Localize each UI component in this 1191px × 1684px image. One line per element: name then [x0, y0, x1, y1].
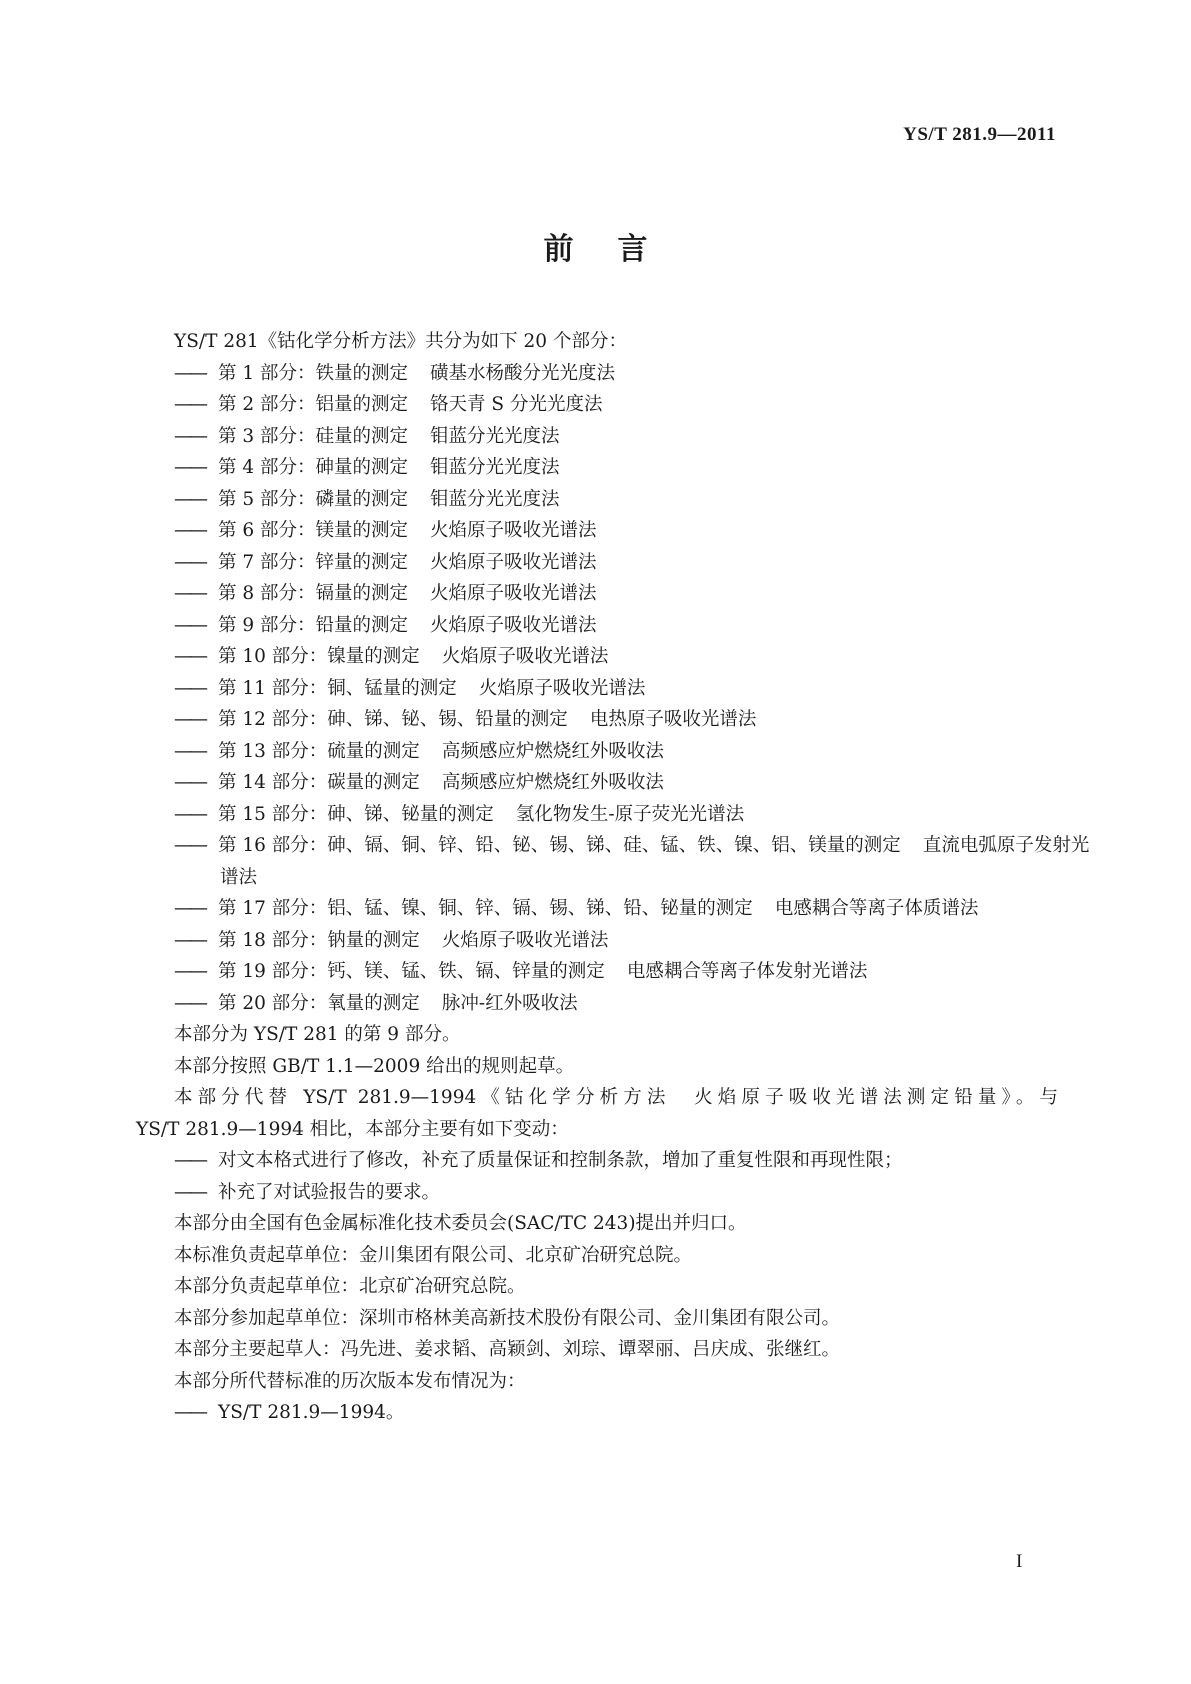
part-item [136, 704, 1058, 736]
part-item [136, 389, 1058, 421]
dash-mark: —— [174, 992, 205, 1014]
part-item [136, 925, 1058, 957]
part-method: 钼蓝分光光度法 [430, 457, 560, 478]
dash-mark: —— [174, 898, 205, 919]
part-item [136, 421, 1058, 453]
participants-paragraph: 本部分参加起草单位：深圳市格林美高新技术股份有限公司、金川集团有限公司。 [174, 1307, 841, 1329]
part-item [136, 547, 1058, 579]
part-method: 高频感应炉燃烧红外吸收法 [441, 772, 664, 793]
part-item [136, 515, 1058, 547]
dash-mark: —— [174, 425, 205, 447]
standard-number: YS/T 281.9—2011 [903, 124, 1056, 145]
part-method: 火焰原子吸收光谱法 [430, 520, 597, 541]
part-item [136, 767, 1058, 799]
part-method: 火焰原子吸收光谱法 [430, 583, 597, 604]
rules-paragraph: 本部分按照 GB/T 1.1—2009 给出的规则起草。 [174, 1055, 575, 1077]
part-label: 第 11 部分：铜、锰量的测定 [218, 677, 457, 699]
dash-mark: —— [174, 520, 205, 541]
dash-mark: —— [174, 677, 205, 699]
dash-mark: —— [174, 961, 205, 982]
foreword-body [136, 326, 1090, 1429]
part-label: 第 10 部分：镍量的测定 [218, 646, 420, 667]
dash-mark: —— [174, 1181, 205, 1203]
dash-mark: —— [174, 772, 205, 793]
part-method: 氢化物发生-原子荧光光谱法 [515, 803, 745, 825]
part-item [136, 358, 1058, 390]
part-method: 铬天青 S 分光光度法 [430, 394, 603, 415]
part-item [136, 956, 1058, 988]
part-method: 电感耦合等离子体发射光谱法 [626, 961, 868, 982]
dash-mark: —— [174, 740, 205, 762]
part-method: 脉冲-红外吸收法 [441, 992, 578, 1014]
dash-mark: —— [174, 803, 205, 825]
dash-mark: —— [174, 614, 205, 636]
part-method: 火焰原子吸收光谱法 [478, 677, 646, 699]
change-item [136, 1177, 1058, 1209]
part-item [136, 736, 1058, 768]
part-method: 火焰原子吸收光谱法 [430, 614, 597, 636]
dash-mark: —— [174, 835, 205, 856]
page-number: I [1016, 1551, 1023, 1572]
history-item [136, 1397, 1058, 1429]
part-method: 钼蓝分光光度法 [430, 425, 560, 447]
part-item [136, 610, 1058, 642]
dash-mark: —— [174, 362, 205, 384]
part-drafter-paragraph: 本部分负责起草单位：北京矿冶研究总院。 [174, 1276, 526, 1297]
intro-paragraph: YS/T 281《钴化学分析方法》共分为如下 20 个部分： [174, 331, 627, 352]
part-label: 第 19 部分：钙、镁、锰、铁、镉、锌量的测定 [218, 961, 605, 982]
part-item [136, 799, 1058, 831]
part-method: 火焰原子吸收光谱法 [441, 929, 609, 951]
part-label: 第 8 部分：镉量的测定 [218, 583, 409, 604]
part-label: 第 15 部分：砷、锑、铋量的测定 [218, 803, 494, 825]
change-text: 对文本格式进行了修改，补充了质量保证和控制条款，增加了重复性限和再现性限； [218, 1150, 903, 1171]
dash-mark: —— [174, 394, 205, 415]
dash-mark: —— [174, 646, 205, 667]
proposed-paragraph: 本部分由全国有色金属标准化技术委员会(SAC/TC 243)提出并归口。 [174, 1213, 747, 1234]
part-method: 火焰原子吸收光谱法 [430, 551, 597, 573]
part-method: 钼蓝分光光度法 [430, 488, 560, 510]
dash-mark: —— [174, 488, 205, 510]
part-label: 第 16 部分：砷、镉、铜、锌、铅、铋、锡、锑、硅、锰、铁、镍、铝、镁量的测定 [218, 835, 901, 856]
change-item [136, 1145, 1058, 1177]
part-method-continuation: 谱法 [220, 866, 258, 888]
part-method: 电感耦合等离子体质谱法 [774, 898, 979, 919]
history-paragraph: 本部分所代替标准的历次版本发布情况为： [174, 1370, 526, 1392]
dash-mark: —— [174, 1150, 205, 1171]
change-text: 补充了对试验报告的要求。 [218, 1181, 441, 1203]
part-label: 第 17 部分：铝、锰、镍、铜、锌、镉、锡、锑、铅、铋量的测定 [218, 898, 753, 919]
part-item [136, 578, 1058, 610]
replace-paragraph-line1: 本部分代替 YS/T 281.9—1994《钴化学分析方法 火焰原子吸收光谱法测定铅量》。与 [174, 1087, 1058, 1108]
part-item [136, 641, 1058, 673]
part-label: 第 7 部分：锌量的测定 [218, 551, 409, 573]
part-method: 高频感应炉燃烧红外吸收法 [441, 740, 664, 762]
part-label: 第 1 部分：铁量的测定 [218, 362, 409, 384]
dash-mark: —— [174, 457, 205, 478]
part-label: 第 2 部分：铝量的测定 [218, 394, 409, 415]
part-label: 第 6 部分：镁量的测定 [218, 520, 409, 541]
part-label: 第 12 部分：砷、锑、铋、锡、铅量的测定 [218, 709, 568, 730]
part-item [136, 484, 1058, 516]
part-method: 磺基水杨酸分光光度法 [430, 362, 616, 384]
part-item [136, 988, 1058, 1020]
part-method: 火焰原子吸收光谱法 [441, 646, 609, 667]
part-label: 第 3 部分：硅量的测定 [218, 425, 409, 447]
parts-list [136, 358, 1090, 1020]
this-part-paragraph: 本部分为 YS/T 281 的第 9 部分。 [174, 1024, 461, 1045]
part-item [136, 830, 1090, 862]
part-label: 第 9 部分：铅量的测定 [218, 614, 409, 636]
replace-paragraph-line2: YS/T 281.9—1994 相比，本部分主要有如下变动： [136, 1118, 569, 1140]
part-label: 第 13 部分：硫量的测定 [218, 740, 420, 762]
dash-mark: —— [174, 583, 205, 604]
part-label: 第 18 部分：钠量的测定 [218, 929, 420, 951]
part-item [136, 893, 1058, 925]
page-title: 前言 [543, 232, 692, 267]
part-method: 直流电弧原子发射光 [922, 835, 1090, 856]
part-label: 第 5 部分：磷量的测定 [218, 488, 409, 510]
part-label: 第 14 部分：碳量的测定 [218, 772, 420, 793]
part-item [136, 673, 1058, 705]
authors-paragraph: 本部分主要起草人：冯先进、姜求韬、高颖剑、刘琮、谭翠丽、吕庆成、张继红。 [174, 1339, 841, 1360]
dash-mark: —— [174, 709, 205, 730]
dash-mark: —— [174, 1402, 205, 1423]
part-method: 电热原子吸收光谱法 [589, 709, 757, 730]
history-text: YS/T 281.9—1994。 [218, 1402, 405, 1423]
part-item [136, 452, 1058, 484]
std-drafter-paragraph: 本标准负责起草单位：金川集团有限公司、北京矿冶研究总院。 [174, 1244, 693, 1266]
part-label: 第 4 部分：砷量的测定 [218, 457, 409, 478]
dash-mark: —— [174, 929, 205, 951]
dash-mark: —— [174, 551, 205, 573]
part-label: 第 20 部分：氧量的测定 [218, 992, 420, 1014]
